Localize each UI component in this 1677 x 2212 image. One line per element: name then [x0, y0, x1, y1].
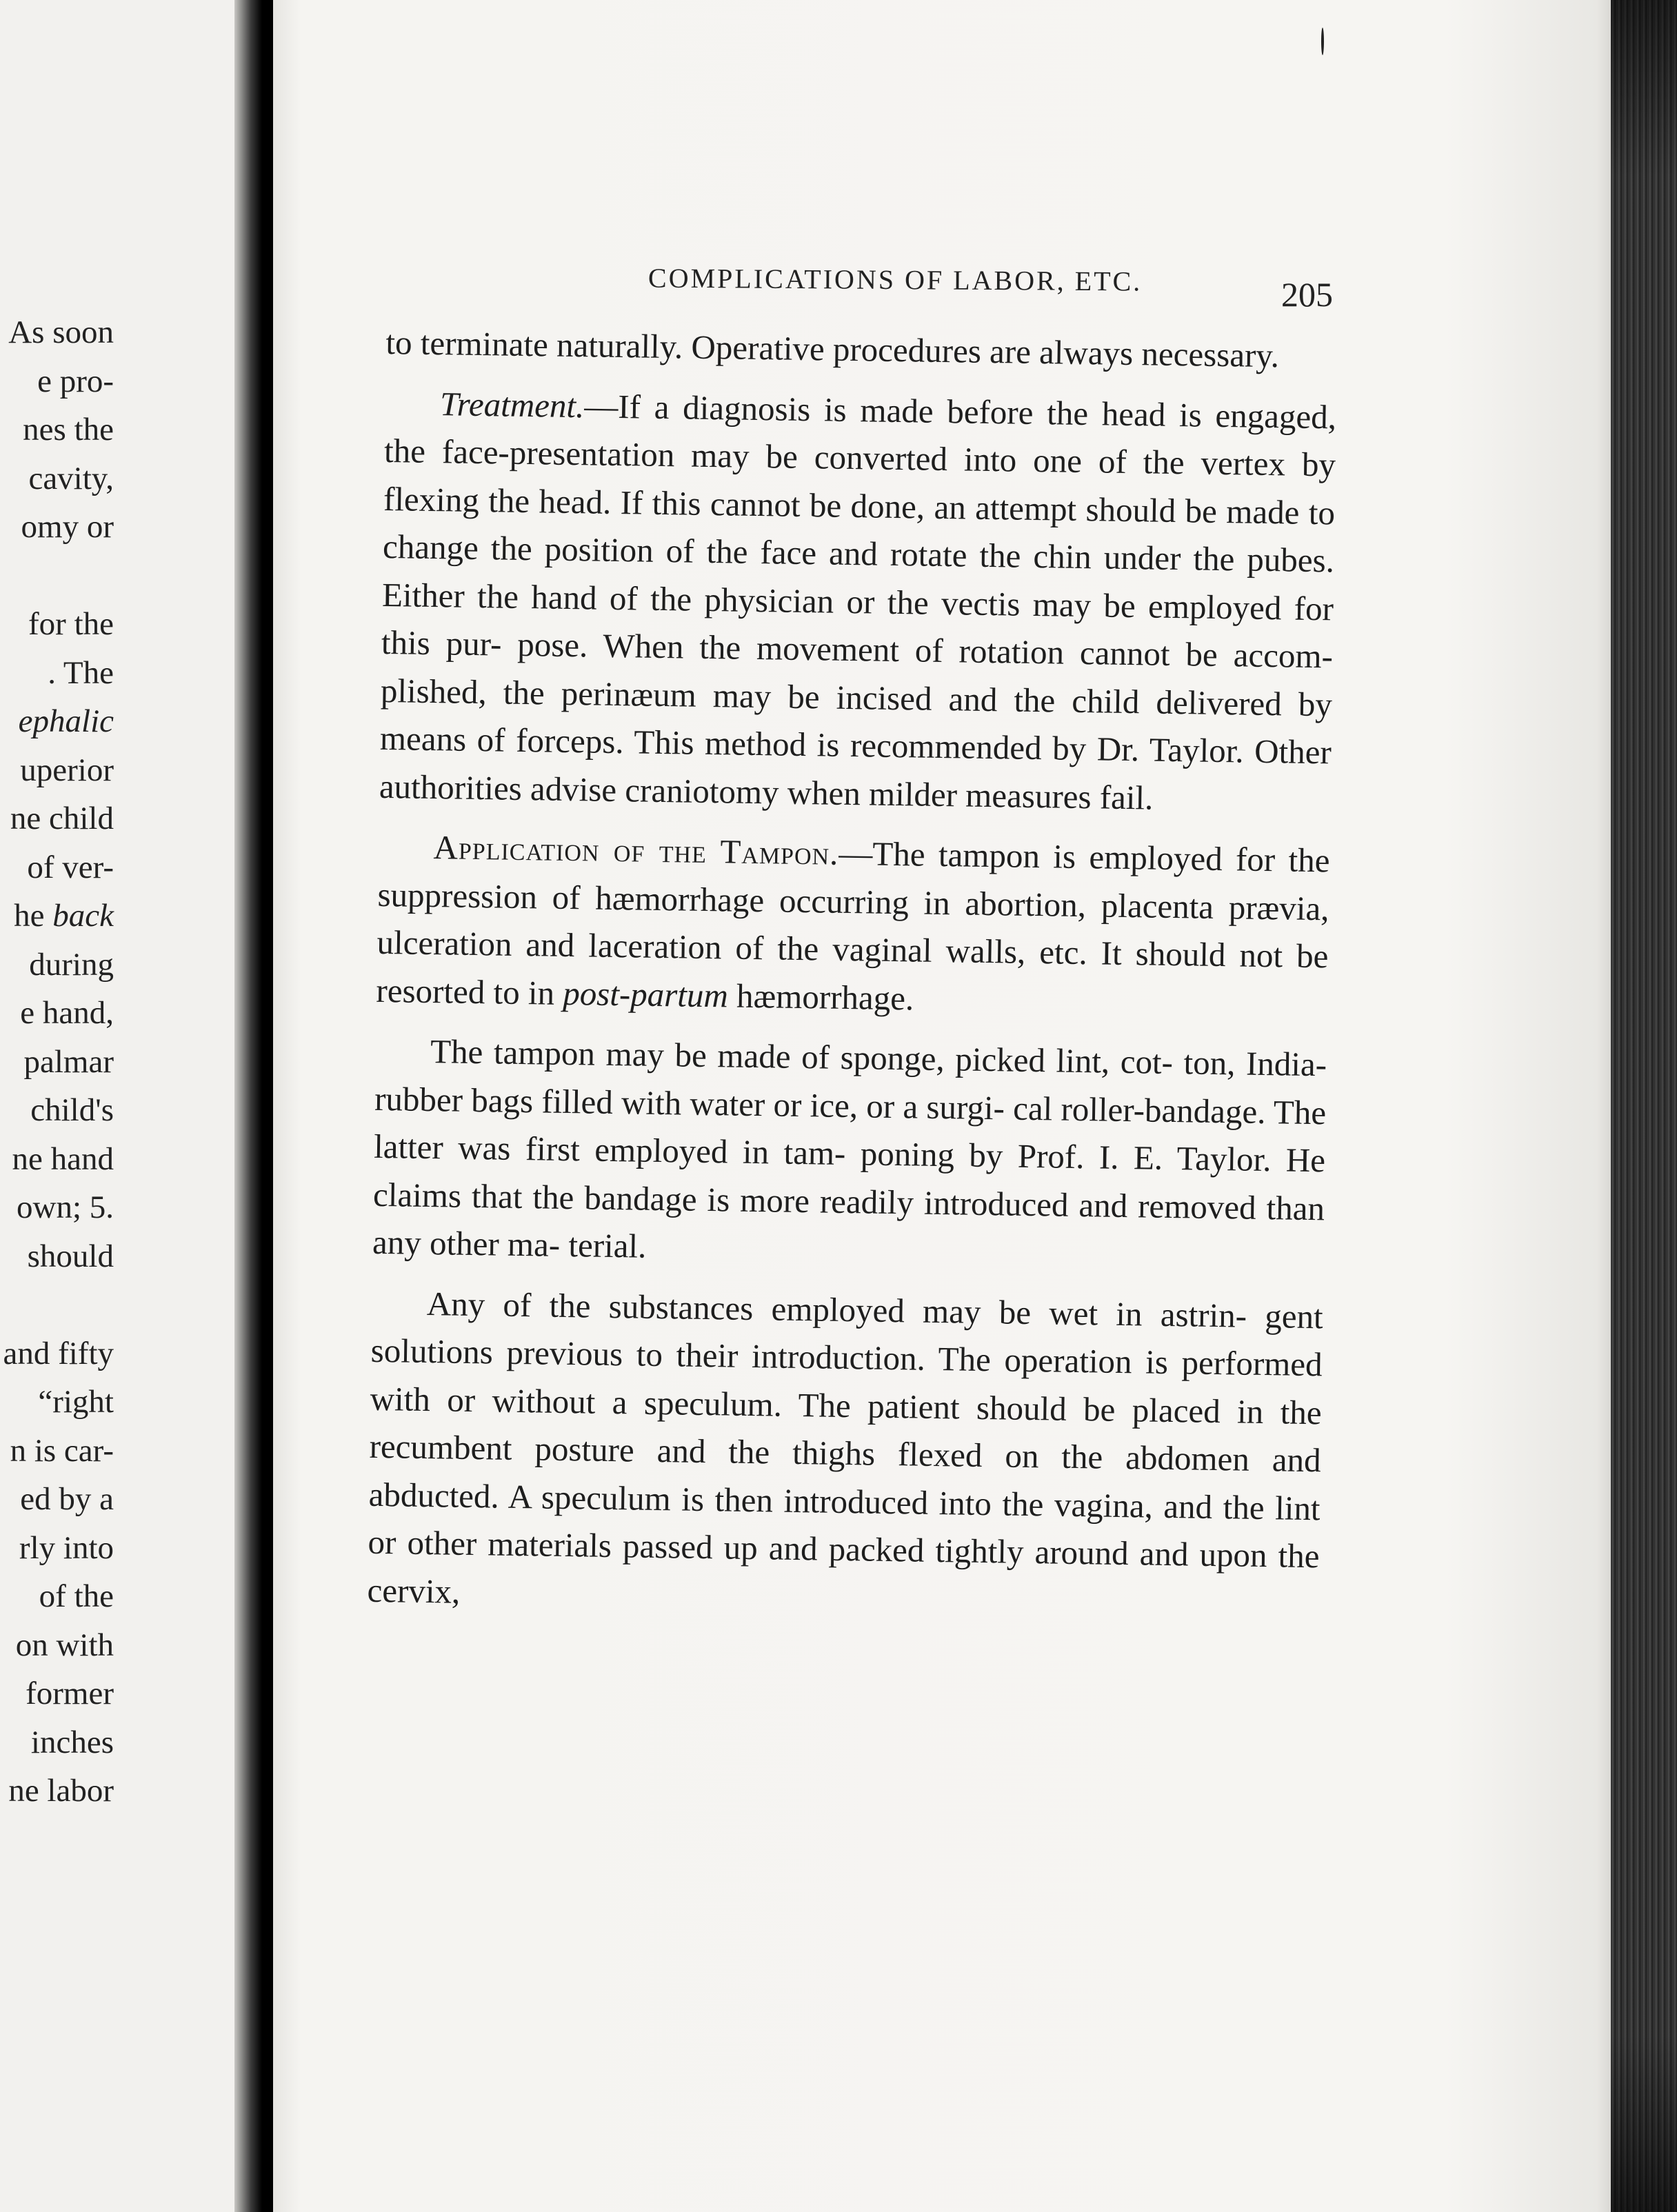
- left-page-line: n is car-: [10, 1432, 114, 1469]
- left-page-line: ne child: [10, 801, 114, 836]
- left-page-line: nes the: [23, 412, 114, 448]
- left-page-line: child's: [30, 1092, 114, 1128]
- left-page-line: ed by a: [20, 1481, 114, 1517]
- left-page-line: for the: [28, 606, 114, 642]
- left-page-line: e pro-: [37, 363, 114, 399]
- paragraph-tampon: [376, 823, 1330, 1028]
- left-page-line: of the: [39, 1578, 114, 1614]
- left-page-line: should: [27, 1238, 114, 1274]
- left-page-line: ne labor: [8, 1773, 114, 1809]
- paragraph-materials: The tampon may be made of sponge, picked lint, cot- ton, India-rubber bags filled with water or ice, or a surgi- cal roller-bandage. The latter was first employed in tam- poning by Prof. I. E. Taylor. He claims that the bandage is more readily introduced and removed than any other ma- terial.: [372, 1032, 1327, 1265]
- left-page-line: ne hand: [12, 1140, 114, 1177]
- left-page-line: omy or: [21, 509, 114, 545]
- book-gutter: [234, 0, 262, 2212]
- tampon-text: —The tampon is employed for the suppression of hæmorrhage occurring in abortion, placenta prævia, ulceration and laceration of the vaginal walls, etc. It should not be resorted to in: [376, 834, 1330, 1012]
- post-partum-term: post-partum: [562, 974, 729, 1014]
- treatment-heading: Treatment.: [439, 384, 585, 425]
- left-page-line: and fifty: [3, 1335, 114, 1371]
- left-page-line: former: [26, 1676, 114, 1711]
- left-page-line: cavity,: [28, 460, 114, 496]
- left-page-line: own; 5.: [17, 1189, 114, 1225]
- paragraph-treatment: [379, 379, 1336, 824]
- scan-mark: [1321, 28, 1324, 55]
- body-text: [367, 319, 1338, 1628]
- left-page-line: rly into: [19, 1529, 114, 1566]
- running-head: COMPLICATIONS OF LABOR, ETC.: [647, 262, 1143, 297]
- left-page-line: “right: [38, 1384, 114, 1420]
- page-number: 205: [1281, 275, 1333, 314]
- left-page-line: inches: [30, 1724, 114, 1760]
- left-page-line: during: [29, 946, 114, 983]
- left-page-line: . The: [48, 654, 114, 691]
- tampon-text-end: hæmorrhage.: [727, 976, 914, 1017]
- left-page-line: ephalic: [18, 703, 114, 739]
- left-page-line: of ver-: [27, 849, 114, 885]
- treatment-text: —If a diagnosis is made before the head is engaged, the face-presentation may be converted into one of the vertex by flexing the head. If this cannot be done, an attempt should be made to change the position of the face and rotate the chin under the pubes. Either the hand of the physician or the vectis may be employed for this pur- pose. When the movement of rotation cannot be accom- plished, the perinæum may be incised and the child delivered by means of forceps. This method is recommended by Dr. Taylor. Other authorities advise craniotomy when milder measures fail.: [379, 386, 1337, 817]
- left-page-line: palmar: [23, 1043, 114, 1080]
- left-page-line: As soon: [8, 314, 114, 350]
- page-edges: [1611, 0, 1677, 2212]
- left-facing-page: [0, 0, 248, 2212]
- left-page-line: on with: [15, 1627, 114, 1663]
- left-page-line: e hand,: [20, 995, 114, 1031]
- paragraph-1: to terminate naturally. Operative procedures are always necessary.: [385, 323, 1280, 375]
- left-page-line: he back: [14, 898, 114, 934]
- left-page-line: uperior: [20, 752, 114, 788]
- tampon-heading: Application of the Tampon.: [433, 828, 839, 872]
- paragraph-procedure: Any of the substances employed may be wet in astrin- gent solutions previous to their introduction. The operation is performed with or without a speculum. The patient should be placed in the recumbent posture and the thighs flexed on the abdomen and abducted. A speculum is then introduced into the vagina, and the lint or other materials passed up and packed tightly around and upon the cervix,: [367, 1284, 1324, 1611]
